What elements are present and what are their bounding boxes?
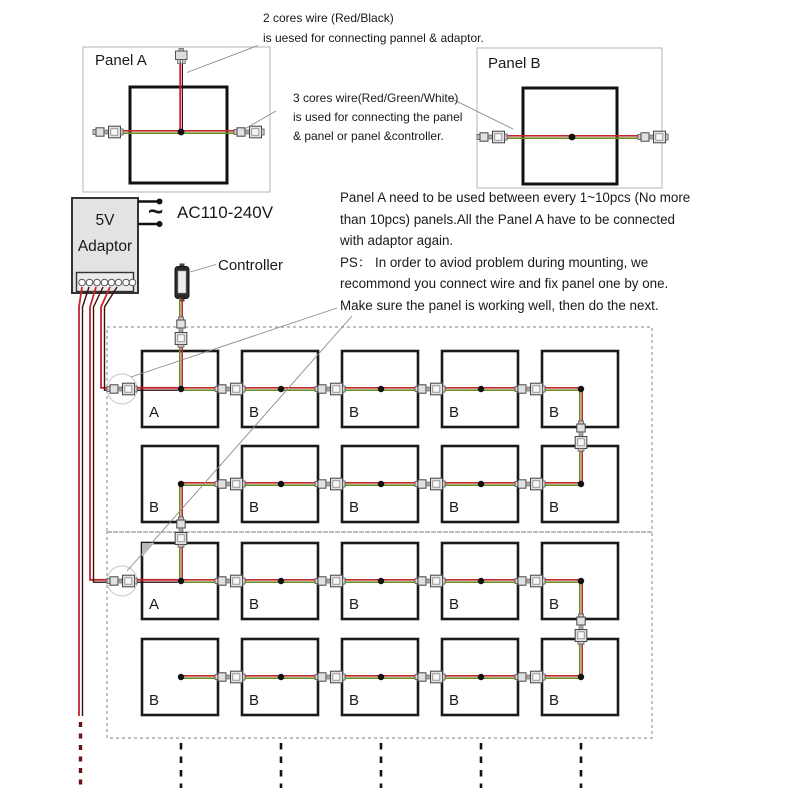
continuation-dashes — [181, 743, 581, 788]
note-line3: with adaptor again. — [340, 233, 454, 249]
panel-label-r4c3: B — [349, 692, 360, 709]
note-line1: Panel A need to be used between every 1~10pcs (No more — [340, 190, 691, 205]
adaptor-label-5v: 5V — [95, 212, 115, 229]
controller-icon — [175, 264, 189, 302]
panel-label-r1c3: B — [349, 404, 360, 421]
panel-label-r3c2: B — [249, 596, 260, 613]
panel-label-r2c4: B — [449, 499, 460, 516]
panel-label-r2c2: B — [249, 499, 260, 516]
note-line6: Make sure the panel is working well, then do the next. — [340, 297, 659, 313]
panel-label-r1c5: B — [549, 404, 560, 421]
two-core-note-line2: is uesed for connecting pannel & adaptor. — [263, 31, 484, 45]
panel-label-r4c4: B — [449, 692, 460, 709]
power-feed-connectors — [107, 374, 137, 596]
note-line4: PS： In order to aviod problem during mounting, we — [340, 254, 649, 270]
three-core-note-line2: is used for connecting the panel — [293, 110, 463, 124]
panel-grid — [142, 351, 618, 715]
panel-label-r2c5: B — [549, 499, 560, 516]
panel-label-r1c2: B — [249, 404, 260, 421]
three-core-note-line1: 3 cores wire(Red/Green/White) — [293, 91, 459, 105]
panel-label-r1c4: B — [449, 404, 460, 421]
panel-label-r3c4: B — [449, 596, 460, 613]
ac-tilde-symbol: ~ — [148, 196, 164, 226]
adaptor-label-name: Adaptor — [77, 238, 133, 255]
legend-panel-a-label: Panel A — [95, 52, 147, 69]
legend-panel-a-top-plug — [176, 49, 188, 64]
panel-label-r2c3: B — [349, 499, 360, 516]
three-core-note-line3: & panel or panel &controller. — [293, 129, 444, 143]
panel-label-r1c1: A — [149, 404, 160, 421]
controller-label: Controller — [218, 257, 284, 274]
ac-voltage-label: AC110-240V — [177, 203, 274, 222]
panel-label-r2c1: B — [149, 499, 160, 516]
panel-label-r4c5: B — [549, 692, 560, 709]
panel-label-r3c1: A — [149, 596, 160, 613]
installation-note — [340, 187, 690, 317]
panel-label-r3c5: B — [549, 596, 560, 613]
panel-label-r3c3: B — [349, 596, 360, 613]
panel-label-r4c1: B — [149, 692, 160, 709]
note-line5: recommond you connect wire and fix panel one by one. — [340, 276, 669, 292]
note-line2: than 10pcs) panels.All the Panel A have to be connected — [340, 211, 676, 227]
legend-panel-b-label: Panel B — [488, 55, 541, 72]
panel-label-r4c2: B — [249, 692, 260, 709]
two-core-note-line1: 2 cores wire (Red/Black) — [263, 11, 394, 25]
